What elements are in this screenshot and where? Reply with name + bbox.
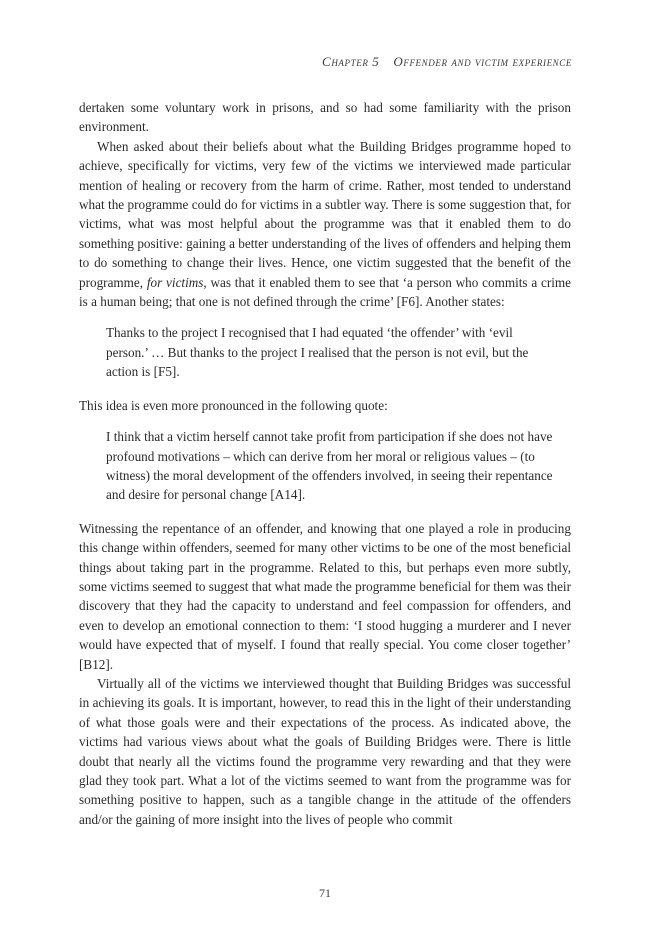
paragraph-virtually-all: Virtually all of the victims we interviewed thought that Building Bridges was successful in achieving its goals. It is important, however, to read this in the light of their understanding of what those goals were and their expectations of the process. As indicated above, the victims had various views about what the goals of Building Bridges were. There is little doubt that nearly all the victims found the programme very rewarding and that they were glad they took part. What a lot of the victims seemed to want from the programme was for something positive to happen, such as a tangible change in the attitude of the offenders and/or the gaining of more insight into the lives of people who commit <box>79 675 571 827</box>
running-head-chapter: Chapter 5 <box>322 54 380 69</box>
block-quote-f5: Thanks to the project I recognised that I had equated ‘the offender’ with ‘evil person.’ … But thanks to the project I realised that the person is not evil, but the action is [F5]. <box>106 325 529 380</box>
paragraph-pronounced: This idea is even more pronounced in the following quote: <box>79 397 388 413</box>
paragraph-beliefs-part1: When asked about their beliefs about what the Building Bridges programme hoped to achieve, specifically for victims, very few of the victims we interviewed made particular mention of healing or recovery from the harm of crime. Rather, most tended to understand what the programme could do for victims in a subtler way. There is some suggestion that, for victims, what was most helpful about the programme was that it enabled them to do something positive: gaining a better understanding of the lives of offenders and helping them to do something to change their lives. Hence, one victim suggested that the benefit of the programme, <box>79 138 571 290</box>
block-quote-a14: I think that a victim herself cannot take profit from participation if she does not have profound motivations – which can derive from her moral or religious values – (to witness) the moral development of the offenders involved, in seeing their repentance and desire for personal change [A14]. <box>106 429 553 503</box>
page-number: 71 <box>319 886 331 900</box>
running-head-title: Offender and victim experience <box>393 54 572 69</box>
paragraph-continued: dertaken some voluntary work in prisons, and so had some familiarity with the prison environment. <box>79 100 571 135</box>
paragraph-witnessing: Witnessing the repentance of an offender, and knowing that one played a role in producing this change within offenders, seemed for many other victims to be one of the most beneficial things about taking part in the programme. Related to this, but perhaps even more subtly, some victims seemed to suggest that what made the programme beneficial for them was their discovery that they had the capacity to understand and feel compassion for offenders, and even to develop an emotional connection to them: ‘I stood hugging a murderer and I never would have expected that of myself. I found that really special. You come closer together’ [B12]. <box>79 520 571 672</box>
paragraph-beliefs <box>79 137 571 312</box>
body-text <box>79 98 571 829</box>
emphasis-for-victims: for victims <box>146 274 204 290</box>
paragraph-beliefs-part2: , was that it enabled them to see that ‘a person who commits a crime is a human being; that one is not defined through the crime’ [F6]. Another states: <box>79 274 571 310</box>
running-head <box>322 54 572 70</box>
